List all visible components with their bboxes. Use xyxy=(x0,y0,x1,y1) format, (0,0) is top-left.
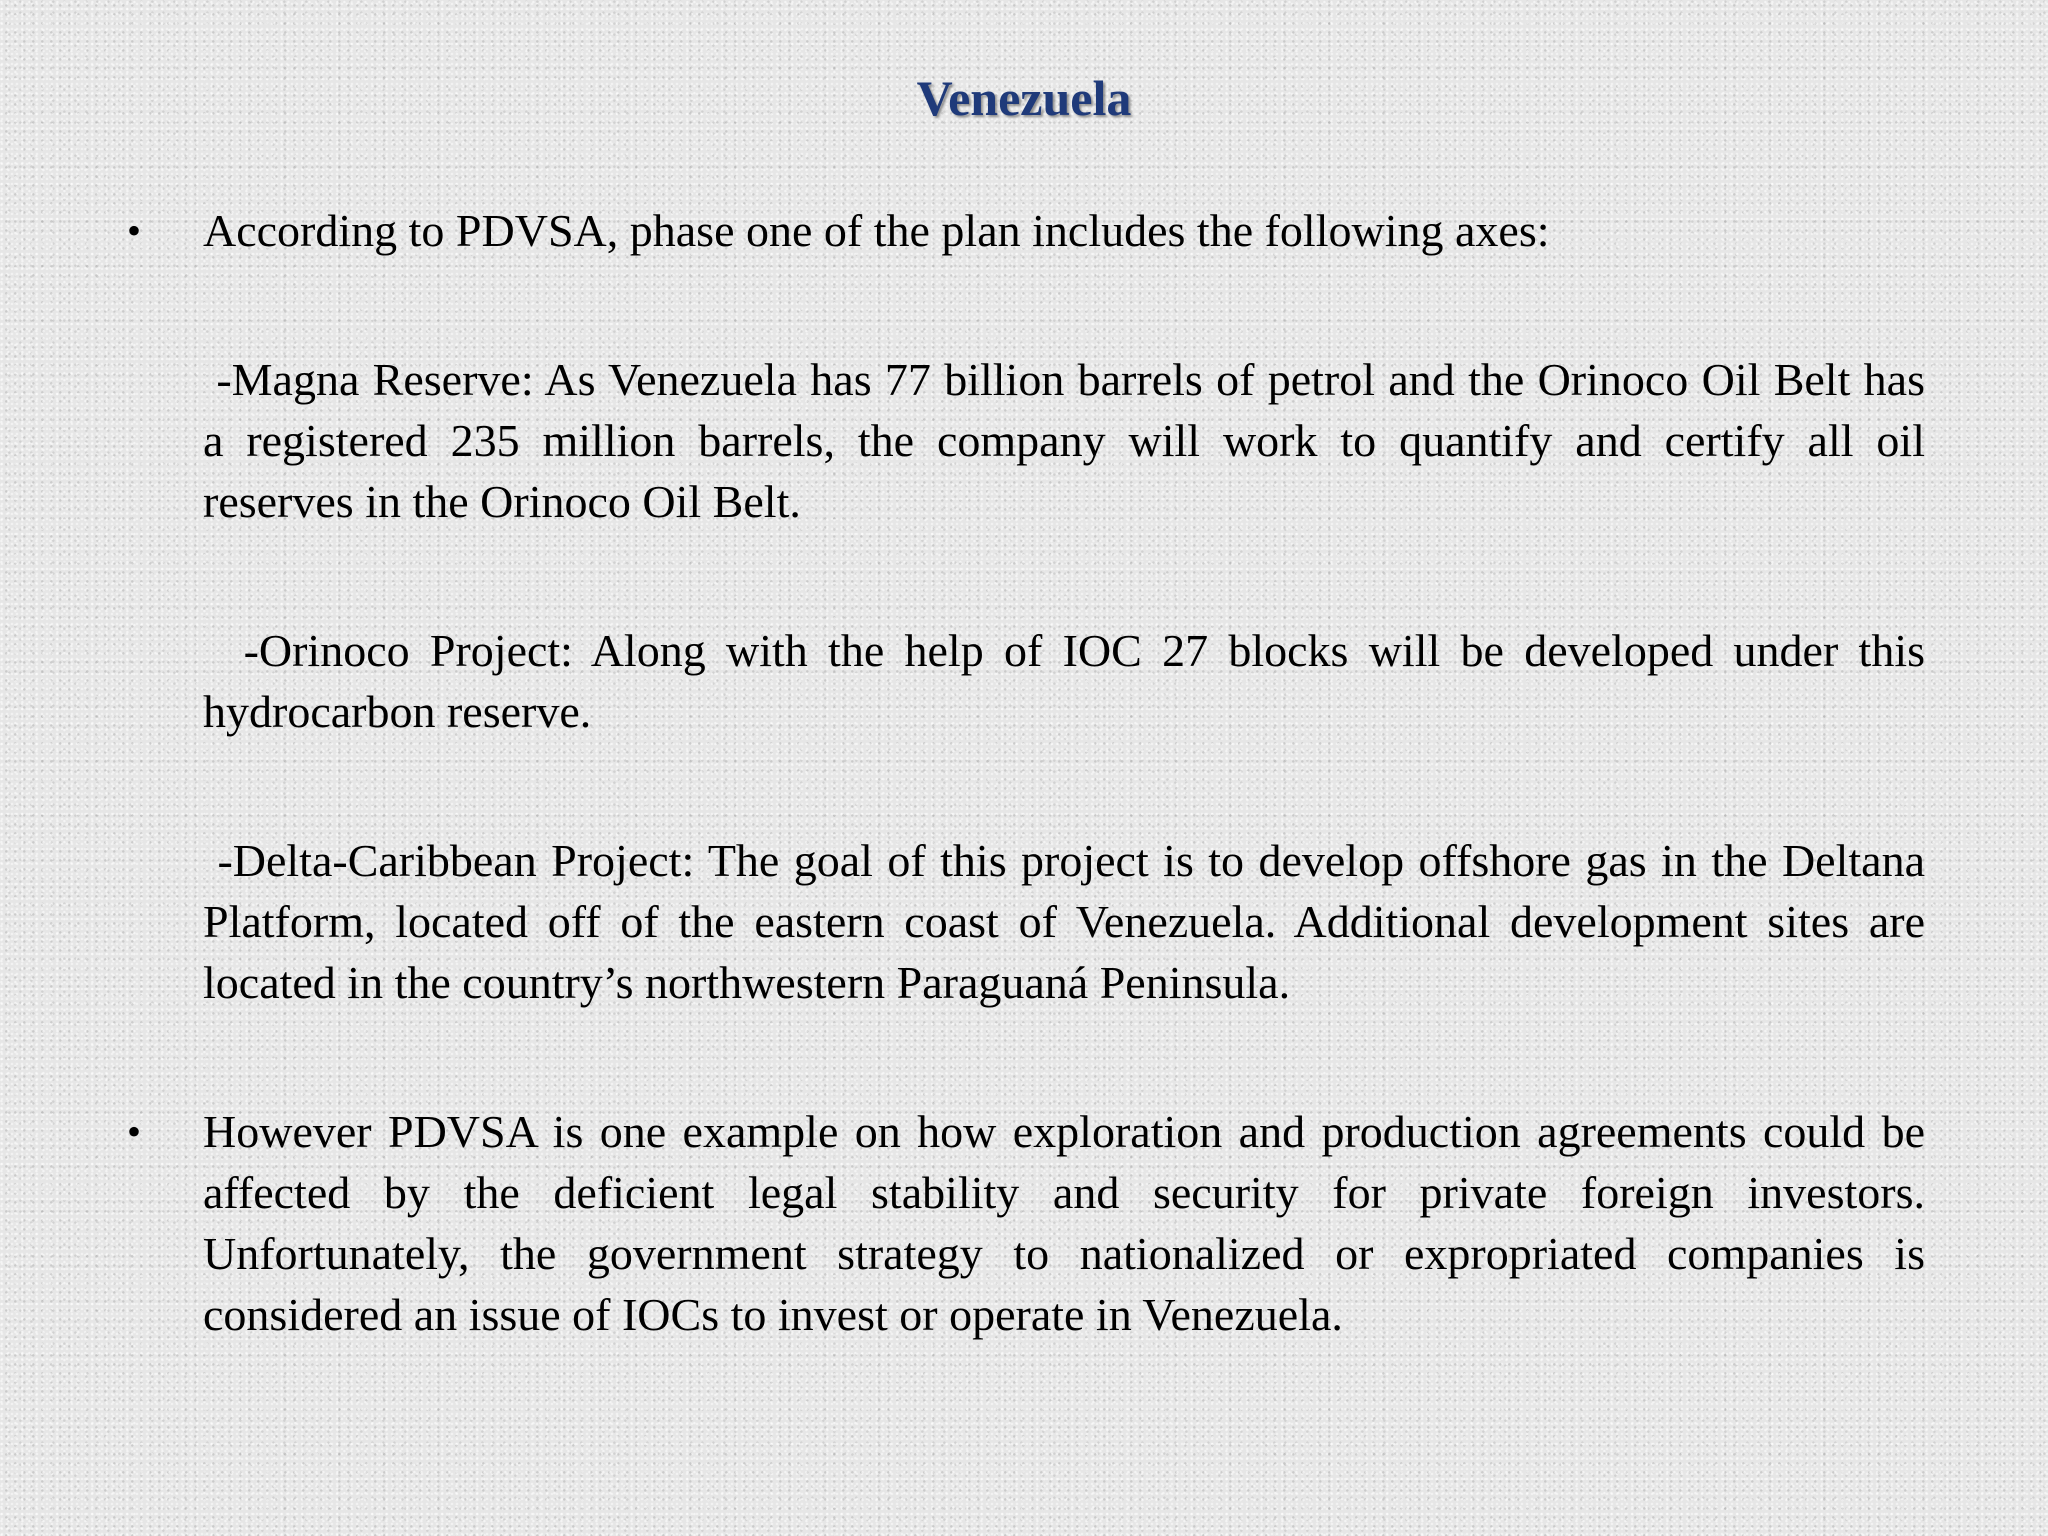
bullet-paragraph xyxy=(127,200,1925,261)
slide-body xyxy=(127,200,1937,1345)
paragraph-text: However PDVSA is one example on how exploration and production agreements could be affected by the deficient legal stability and security for private foreign investors. Unfortunately, the government strategy to nationalized or expropriated companies is considered an issue of IOCs to invest or operate in Venezuela. xyxy=(203,1106,1925,1340)
paragraph-text: -Orinoco Project: Along with the help of IOC 27 blocks will be developed under this hydrocarbon reserve. xyxy=(203,625,1937,737)
sub-paragraph-magna-reserve xyxy=(203,349,1937,532)
bullet-icon: • xyxy=(127,1109,142,1154)
slide-title: Venezuela xyxy=(916,70,1132,126)
paragraph-text: According to PDVSA, phase one of the plan includes the following axes: xyxy=(203,205,1550,256)
sub-paragraph-orinoco-project xyxy=(203,620,1937,742)
paragraph-text: -Magna Reserve: As Venezuela has 77 billion barrels of petrol and the Orinoco Oil Belt has a registered 235 million barrels, the company will work to quantify and certify all oil reserves in the Orinoco Oil Belt. xyxy=(203,354,1937,527)
bullet-icon: • xyxy=(127,208,142,253)
sub-paragraph-delta-caribbean-project xyxy=(203,830,1937,1013)
paragraph-text: -Delta-Caribbean Project: The goal of this project is to develop offshore gas in the Deltana Platform, located off of the eastern coast of Venezuela. Additional development sites are located in the country’s northwestern Paraguaná Peninsula. xyxy=(203,835,1937,1008)
bullet-paragraph xyxy=(127,1101,1925,1345)
